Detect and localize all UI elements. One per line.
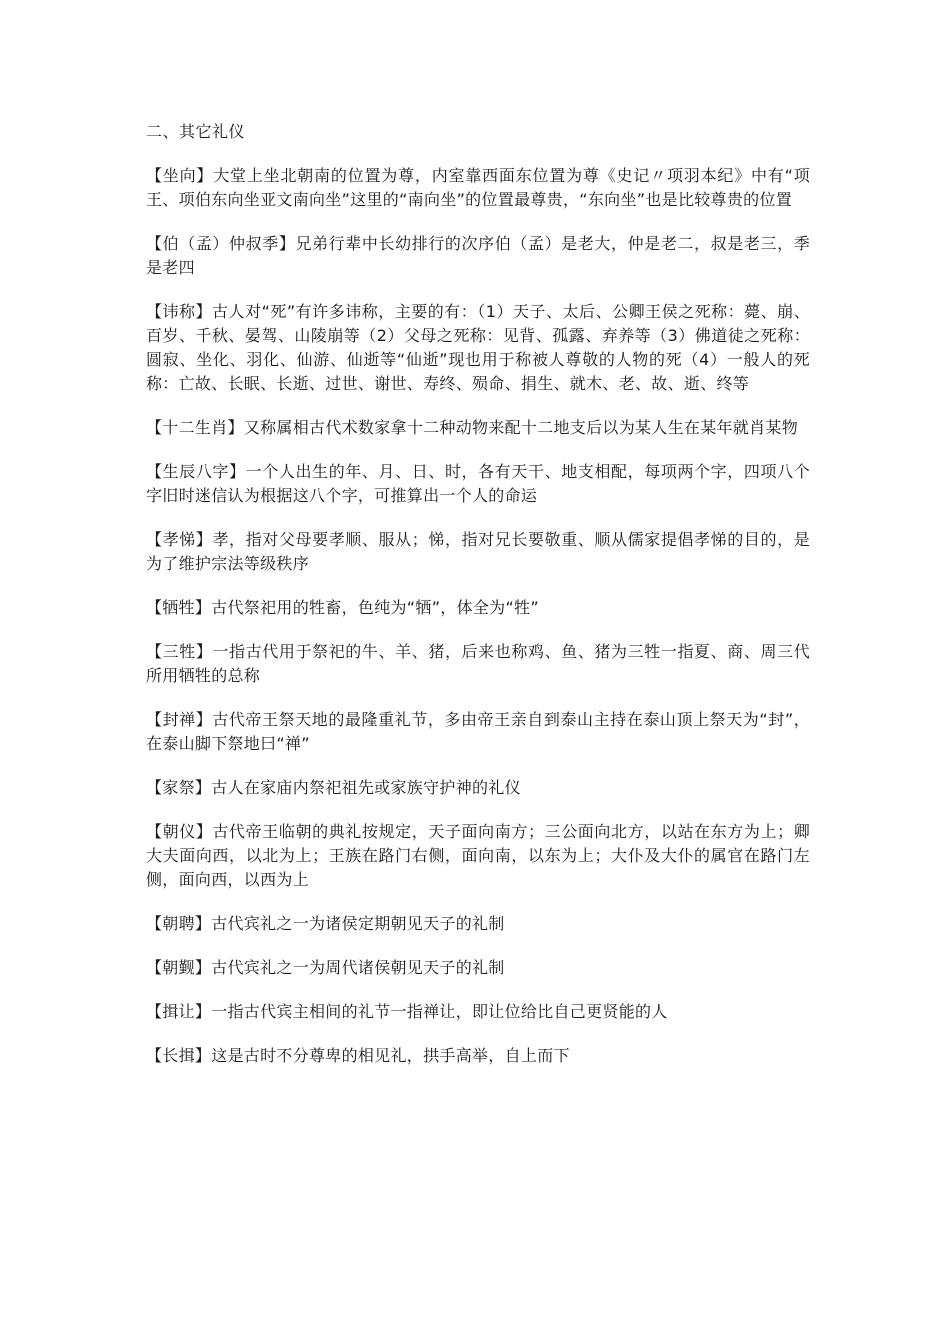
entry-term: 【朝聘】 [146, 914, 212, 933]
entry-yirang [146, 1000, 810, 1024]
entry-term: 【朝觐】 [146, 958, 212, 977]
entry-term: 【讳称】 [146, 302, 213, 321]
entry-chaojin [146, 956, 810, 980]
entry-text: 大堂上坐北朝南的位置为尊，内室靠西面东位置为尊《史记〃项羽本纪》中有“项王、项伯东向坐亚文南向坐”这里的“南向坐”的位置最尊贵，“东向坐”也是比较尊贵的位置 [146, 166, 811, 209]
entry-text: 兄弟行辈中长幼排行的次序伯（孟）是老大，仲是老二，叔是老三，季是老四 [146, 234, 810, 277]
entry-term: 【孝悌】 [146, 530, 213, 549]
entry-term: 【揖让】 [146, 1002, 212, 1021]
entry-text: 一指古代用于祭祀的牛、羊、猪，后来也称鸡、鱼、猪为三牲一指夏、商、周三代所用牺牲的总称 [146, 642, 810, 685]
entry-term: 【朝仪】 [146, 822, 213, 841]
section-heading: 二、其它礼仪 [146, 122, 246, 141]
entry-text: 古代帝王临朝的典礼按规定，天子面向南方；三公面向北方，以站在东方为上；卿大夫面向西，以北为上；王族在路门右侧，面向南，以东为上；大仆及大仆的属官在路门左侧，面向西，以西为上 [146, 822, 810, 889]
entry-bozhongshuji [146, 232, 810, 280]
entry-chaopin [146, 912, 810, 936]
entry-changyi [146, 1044, 810, 1068]
entry-xiaoti [146, 528, 810, 576]
entry-term: 【十二生肖】 [146, 418, 244, 437]
entry-term: 【长揖】 [146, 1046, 212, 1065]
entry-text: 古人对“死”有许多讳称，主要的有：（1）天子、太后、公卿王侯之死称：薨、崩、百岁、千秋、晏驾、山陵崩等（2）父母之死称：见背、孤露、弃养等（3）佛道徒之死称：圆寂、坐化、羽化、仙游、仙逝等“仙逝”现也用于称被人尊敬的人物的死（4）一般人的死称：亡故、长眠、长逝、过世、谢世、寿终、殒命、捐生、就木、老、故、逝、终等 [146, 302, 810, 393]
entry-term: 【封禅】 [146, 710, 213, 729]
entry-term: 【伯（孟）仲叔季】 [146, 234, 296, 253]
entry-chaoyi [146, 820, 810, 892]
entry-sansheng [146, 640, 810, 688]
entry-shiershengxiao [146, 416, 810, 440]
entry-term: 【牺牲】 [146, 598, 212, 617]
entry-text: 这是古时不分尊卑的相见礼，拱手高举，自上而下 [211, 1046, 570, 1065]
entry-zuoxiang [146, 164, 810, 212]
entry-text: 又称属相古代术数家拿十二种动物来配十二地支后以为某人生在某年就肖某物 [243, 418, 799, 437]
entry-huicheng [146, 300, 810, 396]
entry-term: 【家祭】 [146, 778, 212, 797]
entry-text: 古人在家庙内祭祀祖先或家族守护神的礼仪 [211, 778, 521, 797]
entry-xisheng [146, 596, 810, 620]
entry-text: 一个人出生的年、月、日、时，各有天干、地支相配，每项两个字，四项八个字旧时迷信认为根据这八个字，可推算出一个人的命运 [146, 462, 810, 505]
entry-text: 古代宾礼之一为周代诸侯朝见天子的礼制 [211, 958, 505, 977]
entry-text: 一指古代宾主相间的礼节一指禅让，即让位给比自己更贤能的人 [211, 1002, 668, 1021]
entry-term: 【坐向】 [146, 166, 214, 185]
entry-term: 【生辰八字】 [146, 462, 246, 481]
entry-fengshan [146, 708, 810, 756]
entry-shengchenbazi [146, 460, 810, 508]
entry-jiaji [146, 776, 810, 800]
entry-text: 古代帝王祭天地的最隆重礼节，多由帝王亲自到泰山主持在泰山顶上祭天为“封”，在泰山脚下祭地曰“禅” [146, 710, 810, 753]
entry-text: 古代宾礼之一为诸侯定期朝见天子的礼制 [211, 914, 505, 933]
document-body [146, 120, 810, 1088]
entry-term: 【三牲】 [146, 642, 213, 661]
entry-text: 孝，指对父母要孝顺、服从；悌，指对兄长要敬重、顺从儒家提倡孝悌的目的，是为了维护宗法等级秩序 [146, 530, 810, 573]
entry-text: 古代祭祀用的牲畜，色纯为“牺”，体全为“牲” [211, 598, 539, 617]
